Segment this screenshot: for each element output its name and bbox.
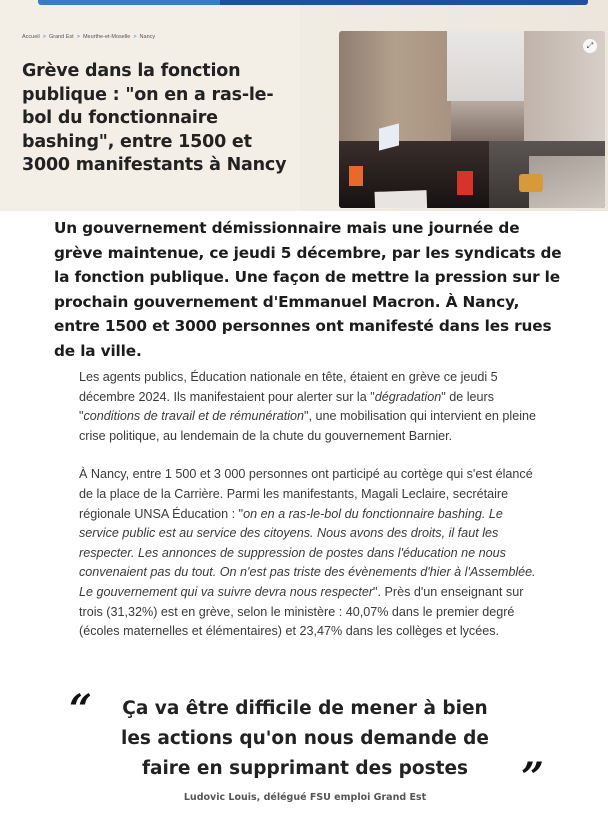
paragraph-2-text: À Nancy, entre 1 500 et 3 000 personnes ont participé au cortège qui s'est élancé de la place de la Carrière. Parmi les manifestants, Magali Leclaire, secrétaire régionale UNSA Éducation : " — [79, 467, 533, 521]
paragraph-1-text: " de leurs " — [79, 389, 494, 424]
expand-image-button[interactable] — [583, 39, 597, 53]
paragraph-1-text: Les agents publics, Éducation nationale en tête, étaient en grève ce jeudi 5 décembre 2024. Ils manifestaient pour alerter sur la " — [79, 370, 498, 404]
photo-red-vest — [457, 171, 473, 195]
article-title: Grève dans la fonction publique : "on en a ras-le-bol du fonctionnaire bashing", entre 1500 et 3000 manifestants à Nancy — [22, 61, 287, 175]
paragraph-1 — [79, 368, 541, 446]
pull-quote — [60, 686, 550, 803]
paragraph-1-emphasis: dégradation — [374, 389, 442, 404]
quote-text: Ça va être difficile de mener à bien les actions qu'on nous demande de faire en supprimant des postes — [121, 698, 489, 779]
photo-banner — [375, 190, 428, 208]
breadcrumb — [22, 34, 155, 40]
paragraph-2-quote: on en a ras-le-bol du fonctionnaire bashing. Le service public est au service des citoyens. Nous avons des droits, il faut les respecter. Les annonces de suppression de postes dans l'éducation ne nous convenaient pas du tout. On n'est pas triste des évènements d'hier à l'Assemblée. Le gouvernement qui va suivre devra nous respecter — [79, 506, 536, 599]
article-body — [79, 368, 541, 661]
article-lead: Un gouvernement démissionnaire mais une journée de grève maintenue, ce jeudi 5 décembre, par les syndicats de la fonction publique. Une façon de mettre la pression sur le prochain gouvernement d'Emmanuel Macron. À Nancy, entre 1500 et 3000 personnes ont manifesté dans les rues de la ville. — [54, 219, 562, 360]
paragraph-1-text: ", une mobilisation qui intervient en pleine crise politique, au lendemain de la chute du gouvernement Barnier. — [79, 409, 537, 443]
photo-sky — [447, 31, 527, 101]
breadcrumb-separator-icon: > — [76, 34, 80, 40]
quote-close-icon: ” — [520, 754, 544, 801]
color-bar-dark — [220, 0, 588, 5]
article-photo[interactable] — [339, 31, 605, 208]
article-header — [0, 0, 608, 211]
color-bar-light — [38, 0, 220, 5]
breadcrumb-grand-est[interactable]: Grand Est — [48, 34, 74, 40]
expand-icon: ⤢ — [586, 41, 594, 50]
photo-car — [519, 174, 543, 192]
breadcrumb-separator-icon: > — [42, 34, 46, 40]
paragraph-2-text: ". Près d'un enseignant sur trois (31,32%) est en grève, selon le ministère : 40,07% dans le premier degré (écoles maternelles et élémentaires) et 23,47% dans les collèges et lycées. — [79, 584, 524, 639]
quote-open-icon: “ — [69, 686, 93, 733]
breadcrumb-nancy[interactable]: Nancy — [139, 34, 156, 40]
photo-orange-vest — [349, 166, 363, 186]
breadcrumb-accueil[interactable]: Accueil — [22, 34, 40, 40]
breadcrumb-meurthe-et-moselle[interactable]: Meurthe-et-Moselle — [82, 34, 131, 40]
section-color-bar — [38, 0, 588, 5]
paragraph-1-emphasis: conditions de travail et de rémunération — [83, 409, 305, 424]
paragraph-2 — [79, 465, 541, 641]
breadcrumb-separator-icon: > — [133, 34, 137, 40]
quote-author: Ludovic Louis, délégué FSU emploi Grand Est — [183, 792, 427, 803]
